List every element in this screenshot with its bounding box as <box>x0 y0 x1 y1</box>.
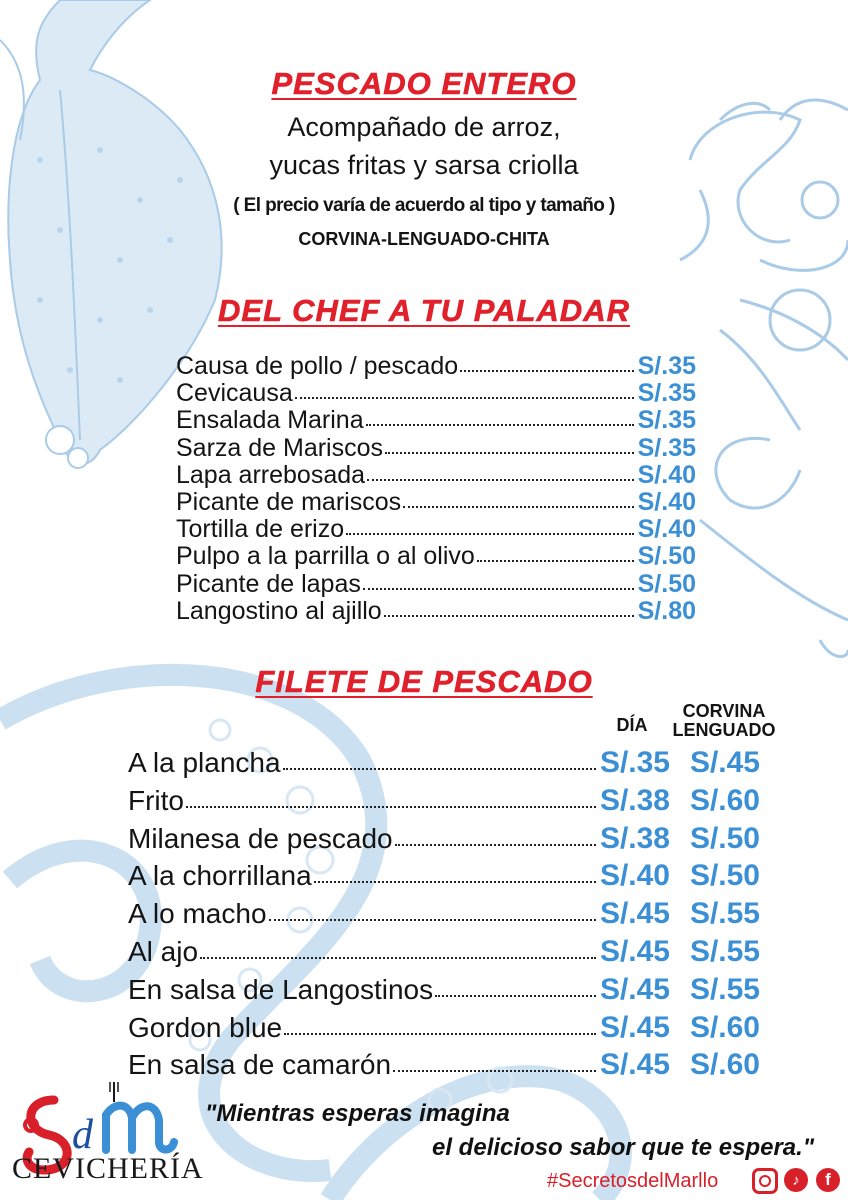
leader-dots <box>346 533 633 535</box>
pescado-entero-description-line1: Acompañado de arroz, <box>287 112 561 142</box>
chef-item-price: S/.50 <box>637 542 696 571</box>
chef-item-price: S/.40 <box>637 515 696 544</box>
filete-menu-item <box>128 935 760 969</box>
filete-price-corvina: S/.60 <box>689 1048 760 1082</box>
column-header-corvina-line2: LENGUADO <box>672 720 776 740</box>
hashtag: #SecretosdelMarllo <box>547 1170 719 1192</box>
filete-price-corvina: S/.45 <box>689 746 760 779</box>
leader-dots <box>367 479 634 481</box>
leader-dots <box>477 560 634 562</box>
leader-dots <box>269 919 596 921</box>
chef-item-name: Tortilla de erizo <box>176 515 345 544</box>
filete-price-corvina: S/.50 <box>689 859 760 893</box>
filete-item-name: A lo macho <box>128 898 267 930</box>
chef-menu-item <box>176 488 696 517</box>
filete-price-dia: S/.45 <box>599 972 670 1006</box>
filete-price-dia: S/.38 <box>599 821 670 855</box>
chef-item-price: S/.35 <box>637 352 696 380</box>
section-title-filete: FILETE DE PESCADO <box>255 664 593 699</box>
filete-price-dia: S/.35 <box>599 746 670 779</box>
brand-name: CEVICHERÍA <box>12 1152 204 1185</box>
chef-item-price: S/.40 <box>637 460 696 489</box>
chef-menu-item <box>176 352 696 381</box>
chef-item-name: Sarza de Mariscos <box>176 433 384 462</box>
chef-item-name: Lapa arrebosada <box>176 460 366 489</box>
chef-item-name: Ensalada Marina <box>176 406 364 435</box>
leader-dots <box>385 452 634 454</box>
filete-price-dia: S/.40 <box>599 859 670 893</box>
chef-menu-item <box>176 434 696 463</box>
filete-menu-item <box>128 1048 760 1082</box>
leader-dots <box>200 957 596 959</box>
chef-item-price: S/.50 <box>637 569 696 598</box>
filete-item-name: Gordon blue <box>128 1011 283 1043</box>
leader-dots <box>363 588 634 590</box>
filete-price-corvina: S/.55 <box>689 935 760 968</box>
chef-item-price: S/.35 <box>637 433 696 462</box>
chef-item-name: Pulpo a la parrilla o al olivo <box>176 542 475 571</box>
fish-types: CORVINA-LENGUADO-CHITA <box>298 229 550 249</box>
leader-dots <box>186 806 596 808</box>
slogan-line2: el delicioso sabor que te espera." <box>432 1134 815 1161</box>
filete-menu-item <box>128 784 760 818</box>
leader-dots <box>435 995 596 997</box>
filete-item-name: A la plancha <box>128 747 281 778</box>
filete-item-name: Al ajo <box>128 936 199 967</box>
price-note: ( El precio varía de acuerdo al tipo y tamaño ) <box>233 195 615 216</box>
chef-item-name: Langostino al ajillo <box>176 596 382 625</box>
filete-item-name: A la chorrillana <box>128 860 312 892</box>
filete-menu-item <box>128 746 760 780</box>
leader-dots <box>403 506 634 508</box>
leader-dots <box>314 881 596 883</box>
chef-menu-item <box>176 515 696 544</box>
filete-price-corvina: S/.60 <box>689 783 760 817</box>
filete-menu-item <box>128 859 760 893</box>
tiktok-icon[interactable]: ♪ <box>784 1168 808 1192</box>
chef-item-name: Causa de pollo / pescado <box>176 352 459 380</box>
column-header-corvina <box>662 702 786 740</box>
filete-menu-item <box>128 897 760 931</box>
filete-item-name: En salsa de camarón <box>128 1049 392 1081</box>
chef-menu-item <box>176 570 696 599</box>
filete-price-corvina: S/.50 <box>689 821 760 855</box>
filete-price-dia: S/.38 <box>599 783 670 817</box>
leader-dots <box>393 1070 596 1072</box>
section-title-pescado-entero: PESCADO ENTERO <box>271 66 577 101</box>
chef-item-name: Picante de mariscos <box>176 488 402 516</box>
chef-menu-item <box>176 379 696 408</box>
instagram-icon[interactable] <box>752 1168 778 1194</box>
chef-menu-item <box>176 542 696 571</box>
facebook-icon[interactable]: f <box>816 1168 840 1192</box>
chef-menu-item <box>176 406 696 435</box>
filete-price-corvina: S/.60 <box>689 1010 760 1044</box>
pescado-entero-description-line2: yucas fritas y sarsa criolla <box>269 150 579 180</box>
filete-price-dia: S/.45 <box>599 897 670 931</box>
column-header-corvina-line1: CORVINA <box>682 701 766 721</box>
chef-item-name: Picante de lapas <box>176 569 361 598</box>
chef-menu-item <box>176 597 696 626</box>
filete-menu-item <box>128 1011 760 1045</box>
filete-price-corvina: S/.55 <box>689 972 760 1006</box>
filete-price-dia: S/.45 <box>599 1048 670 1082</box>
svg-text:d: d <box>72 1112 93 1158</box>
leader-dots <box>366 424 634 426</box>
chef-item-price: S/.35 <box>637 406 696 435</box>
leader-dots <box>295 397 634 399</box>
leader-dots <box>460 370 633 372</box>
filete-price-dia: S/.45 <box>599 1010 670 1044</box>
chef-menu-item <box>176 461 696 490</box>
section-title-del-chef: DEL CHEF A TU PALADAR <box>218 293 630 328</box>
chef-item-price: S/.80 <box>637 596 696 625</box>
filete-item-name: En salsa de Langostinos <box>128 973 434 1005</box>
filete-menu-item <box>128 973 760 1007</box>
leader-dots <box>395 844 596 846</box>
filete-item-name: Milanesa de pescado <box>128 822 393 854</box>
column-header-dia: DÍA <box>616 715 648 735</box>
chef-item-price: S/.40 <box>637 488 696 516</box>
leader-dots <box>284 1033 596 1035</box>
filete-item-name: Frito <box>128 784 184 816</box>
chef-item-price: S/.35 <box>637 379 696 408</box>
filete-menu-item <box>128 822 760 856</box>
leader-dots <box>384 615 634 617</box>
filete-price-dia: S/.45 <box>599 935 670 968</box>
filete-price-corvina: S/.55 <box>689 897 760 931</box>
leader-dots <box>283 768 596 770</box>
chef-item-name: Cevicausa <box>176 379 293 408</box>
slogan-line1: "Mientras esperas imagina <box>205 1100 510 1127</box>
